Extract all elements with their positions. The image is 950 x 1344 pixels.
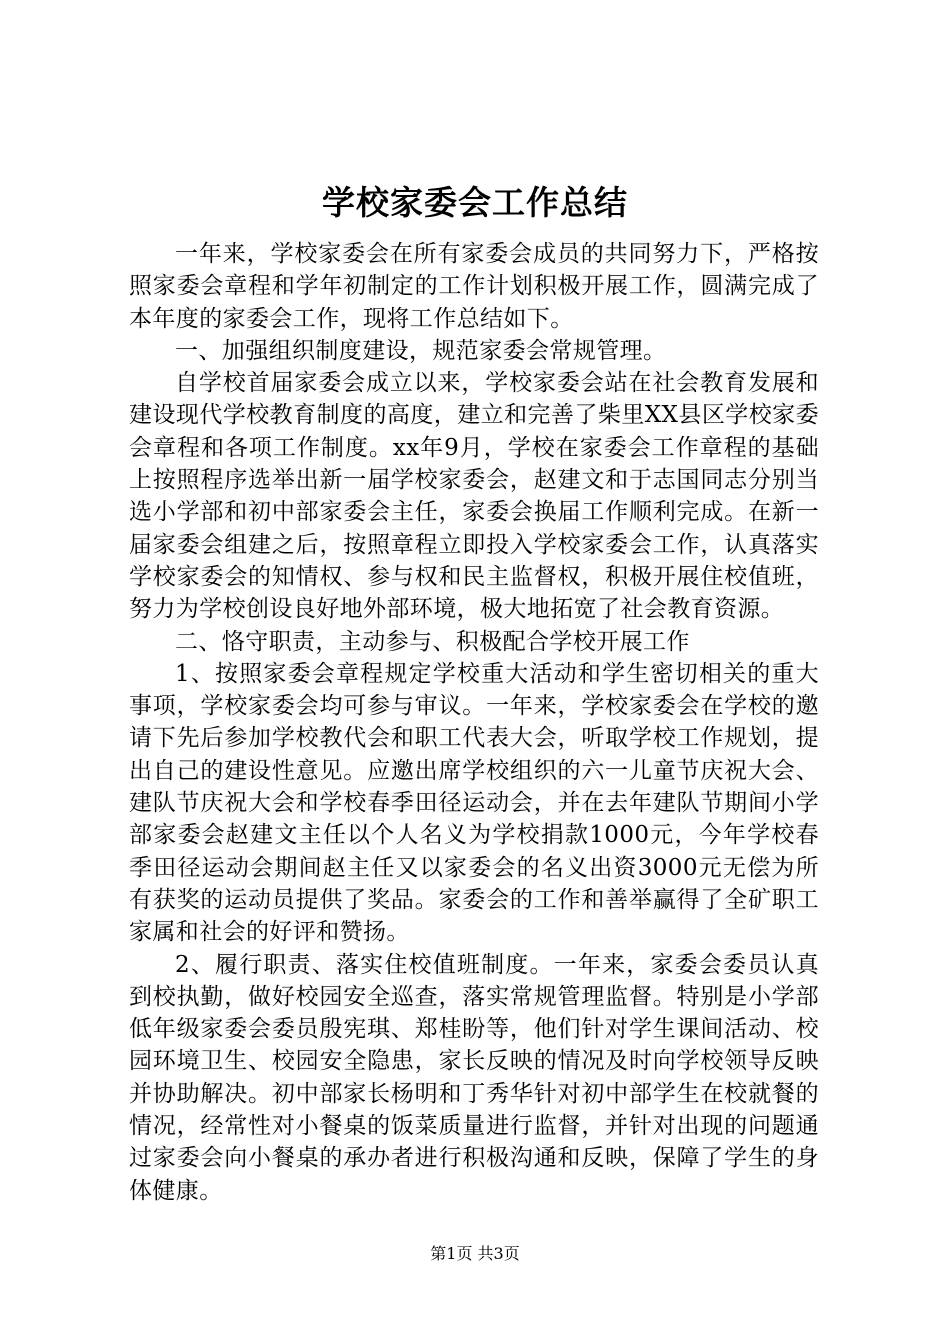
paragraph-item-2: 2、履行职责、落实住校值班制度。一年来，家委会委员认真到校执勤，做好校园安全巡查，落实常规管理监督。特别是小学部低年级家委会委员殷宪琪、郑桂盼等，他们针对学生课间活动、校园环境卫生、校园安全隐患，家长反映的情况及时向学校领导反映并协助解决。初中部家长杨明和丁秀华针对初中部学生在校就餐的情况，经常性对小餐桌的饭菜质量进行监督，并针对出现的问题通过家委会向小餐桌的承办者进行积极沟通和反映，保障了学生的身体健康。 — [129, 951, 819, 1204]
paragraph-item-1: 1、按照家委会章程规定学校重大活动和学生密切相关的重大事项，学校家委会均可参与审议。一年来，学校家委会在学校的邀请下先后参加学校教代会和职工代表大会，听取学校工作规划，提出自己的建设性意见。应邀出席学校组织的六一儿童节庆祝大会、建队节庆祝大会和学校春季田径运动会，并在去年建队节期间小学部家委会赵建文主任以个人名义为学校捐款1000元，今年学校春季田径运动会期间赵主任又以家委会的名义出资3000元无偿为所有获奖的运动员提供了奖品。家委会的工作和善举赢得了全矿职工家属和社会的好评和赞扬。 — [129, 660, 819, 946]
section-heading-1: 一、加强组织制度建设，规范家委会常规管理。 — [175, 337, 667, 364]
document-title: 学校家委会工作总结 — [322, 183, 628, 222]
document-body — [129, 238, 819, 1207]
section-heading-2: 二、恪守职责，主动参与、积极配合学校开展工作 — [175, 628, 690, 655]
page-footer: 第1页 共3页 — [430, 1244, 520, 1263]
paragraph-intro: 一年来，学校家委会在所有家委会成员的共同努力下，严格按照家委会章程和学年初制定的工作计划积极开展工作，圆满完成了本年度的家委会工作，现将工作总结如下。 — [129, 241, 819, 332]
paragraph-section-1: 自学校首届家委会成立以来，学校家委会站在社会教育发展和建设现代学校教育制度的高度，建立和完善了柴里XX县区学校家委会章程和各项工作制度。xx年9月，学校在家委会工作章程的基础上按照程序选举出新一届学校家委会，赵建文和于志国同志分别当选小学部和初中部家委会主任，家委会换届工作顺利完成。在新一届家委会组建之后，按照章程立即投入学校家委会工作，认真落实学校家委会的知情权、参与权和民主监督权，积极开展住校值班，努力为学校创设良好地外部环境，极大地拓宽了社会教育资源。 — [129, 370, 819, 623]
